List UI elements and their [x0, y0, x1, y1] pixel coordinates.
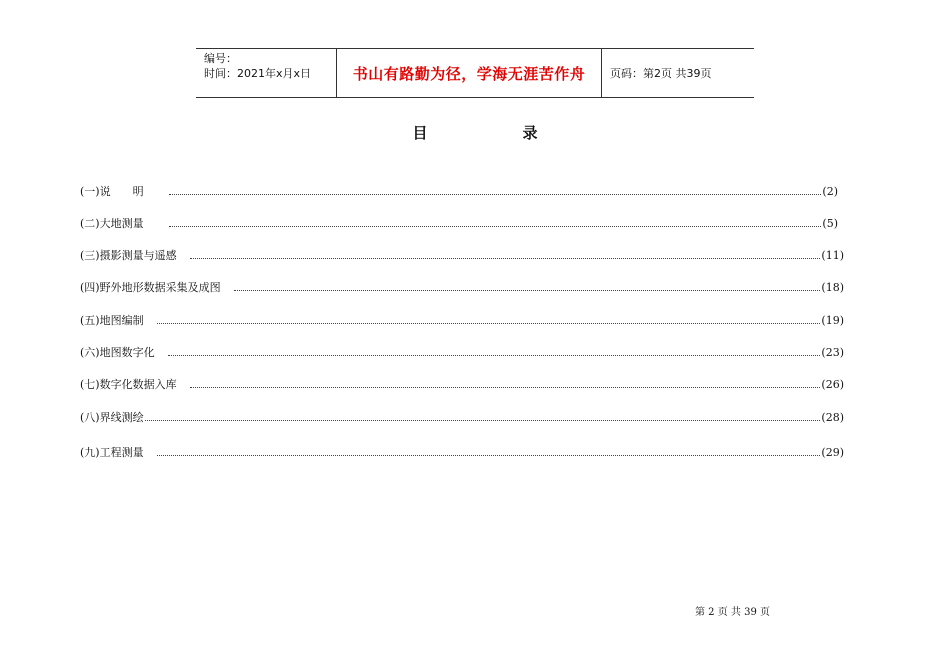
page-header — [196, 48, 754, 98]
toc-leader-dots — [234, 290, 821, 291]
toc-entry-label: (七)数字化数据入库 — [80, 378, 177, 391]
toc-entry-page: (2) — [822, 185, 838, 198]
toc-leader-dots — [169, 194, 822, 195]
toc-entry[interactable] — [80, 408, 844, 424]
header-number-label: 编号： — [204, 52, 237, 65]
toc-leader-dots — [169, 226, 822, 227]
title-char-1: 目 — [412, 124, 428, 142]
toc-entry-page: (11) — [821, 249, 844, 262]
toc-entry-page: (18) — [821, 281, 844, 294]
toc-leader-dots — [157, 323, 821, 324]
page-footer: 第 2 页 共 39 页 — [695, 607, 770, 618]
toc-entry-label: (三)摄影测量与遥感 — [80, 249, 177, 262]
toc-entry[interactable] — [80, 246, 844, 262]
toc-leader-dots — [190, 387, 821, 388]
toc-entry-page: (19) — [821, 314, 844, 327]
header-meta — [196, 49, 337, 97]
toc-entry[interactable] — [80, 278, 844, 294]
toc-entry-label: (二)大地测量 — [80, 217, 144, 230]
header-page-info: 页码：第2页 共39页 — [610, 67, 712, 80]
toc-entry-page: (23) — [821, 346, 844, 359]
toc-entry-page: (5) — [822, 217, 838, 230]
toc-leader-dots — [157, 455, 821, 456]
toc-leader-dots — [168, 355, 821, 356]
toc-entry-label: (一)说 明 — [80, 185, 144, 198]
toc-entry[interactable] — [80, 311, 844, 327]
header-time-label: 时间：2021年x月x日 — [204, 67, 312, 80]
toc-entry-label: (六)地图数字化 — [80, 346, 155, 359]
title-char-2: 录 — [522, 124, 538, 142]
toc-entry-label: (四)野外地形数据采集及成图 — [80, 281, 221, 294]
toc-entry-page: (28) — [821, 411, 844, 424]
toc-entry-label: (九)工程测量 — [80, 446, 144, 459]
toc-entry-page: (29) — [821, 446, 844, 459]
toc-entry[interactable] — [80, 343, 844, 359]
page-title — [0, 122, 950, 143]
toc-entry-label: (五)地图编制 — [80, 314, 144, 327]
toc-entry[interactable] — [80, 443, 844, 459]
toc-entry[interactable] — [80, 214, 844, 230]
header-motto: 书山有路勤为径，学海无涯苦作舟 — [337, 49, 602, 97]
toc-leader-dots — [145, 420, 821, 421]
toc-entry-label: (八)界线测绘 — [80, 411, 144, 424]
toc-entry[interactable] — [80, 182, 844, 198]
toc-leader-dots — [190, 258, 821, 259]
toc-entry-page: (26) — [821, 378, 844, 391]
toc-entry[interactable] — [80, 375, 844, 391]
